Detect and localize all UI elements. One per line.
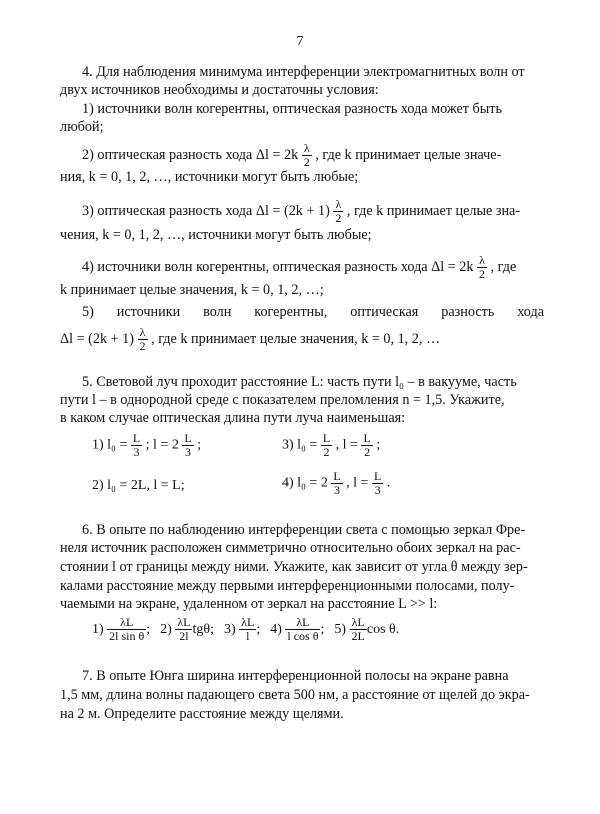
frac-den: 3 — [334, 483, 340, 497]
frac-num: L — [333, 469, 341, 483]
q4-option2-line2: ния, k = 0, 1, 2, …, источники могут быть любые; — [60, 169, 359, 185]
lambda-half-fraction — [138, 326, 148, 353]
q4-option5-line1: 5) источники волн когерентны, оптическая разность хода — [82, 304, 544, 320]
fraction — [182, 432, 193, 459]
q5-line2: пути l – в однородной среде с показателем преломления n = 1,5. Укажите, — [60, 392, 505, 408]
frac-den: 2 — [303, 155, 310, 169]
q4-option5-text: Δl = (2k + 1) — [60, 330, 134, 347]
lambda-half-fraction — [302, 142, 312, 169]
answer-text: 1) l₀ = — [92, 437, 128, 453]
q5-answer-3: 3) l₀ = $\frac{L}{2}$ , l = $\frac{L}{2}$ ; — [282, 431, 381, 459]
frac-num: L — [184, 431, 192, 445]
q4-option2-tail: , где k принимает целые значе- — [315, 146, 502, 163]
option-tail: cos θ. — [366, 621, 400, 637]
frac-num: λ — [477, 254, 487, 268]
lambda-half-fraction — [333, 198, 343, 225]
fraction — [107, 616, 146, 643]
frac-num: λ — [333, 198, 343, 212]
q4-option1-line2: любой; — [60, 119, 104, 135]
fraction — [350, 616, 367, 643]
lambda-half-fraction — [477, 254, 487, 281]
fraction — [239, 616, 256, 643]
q5-answer-1: 1) l₀ = $\frac{L}{3}$ ; l = 2 $\frac{L}{3}$ ; — [92, 431, 202, 459]
fraction — [175, 616, 192, 643]
frac-den: 3 — [374, 483, 381, 497]
q4-option3-text: 3) оптическая разность хода Δl = (2k + 1) — [82, 202, 330, 219]
q7-line3: на 2 м. Определите расстояние между щелями. — [60, 706, 344, 722]
q4-option4-line1 — [82, 254, 544, 281]
q5-line3: в каком случае оптическая длина пути луча наименьшая: — [60, 410, 406, 426]
answer-text: 3) l₀ = — [282, 437, 318, 453]
frac-den: 2l — [179, 629, 189, 643]
q4-option1-line1: 1) источники волн когерентны, оптическая разность хода может быть — [82, 101, 502, 117]
answer-text: ; l = 2 — [145, 437, 179, 453]
option-tail: tgθ; — [192, 621, 214, 637]
q4-option2-text: 2) оптическая разность хода Δl = 2k — [82, 146, 299, 163]
q6-option-1 — [92, 615, 151, 643]
frac-den: l cos θ — [287, 629, 319, 643]
q6-option-4 — [270, 615, 325, 643]
q6-option-3 — [223, 615, 261, 643]
fraction — [372, 470, 383, 497]
fraction — [331, 470, 342, 497]
q4-option3-line2: чения, k = 0, 1, 2, …, источники могут быть любые; — [60, 227, 372, 243]
fraction — [131, 432, 142, 459]
option-label: 2) — [160, 621, 172, 637]
frac-num: λ — [138, 326, 148, 340]
q6-line1: 6. В опыте по наблюдению интерференции света с помощью зеркал Фре- — [82, 522, 526, 538]
q4-option4-tail: , где — [490, 258, 517, 275]
q6-option-5 — [334, 615, 400, 643]
q6-option-2 — [160, 615, 214, 643]
q4-line2: двух источников необходимы и достаточны условия: — [60, 82, 379, 98]
frac-num: λ — [302, 142, 312, 156]
q5-answer-4: 4) l₀ = 2 $\frac{L}{3}$ , l = $\frac{L}{3}$ . — [282, 469, 391, 497]
q7-line2: 1,5 мм, длина волны падающего света 500 нм, а расстояние от щелей до экра- — [60, 687, 530, 703]
q6-line5: чаемыми на экране, удаленном от зеркал на расстояние L >> l: — [60, 596, 438, 612]
frac-den: l — [246, 629, 250, 643]
option-tail: ; — [256, 621, 261, 637]
frac-num: L — [322, 431, 331, 445]
frac-num: λL — [285, 616, 320, 630]
option-label: 5) — [334, 621, 347, 637]
option-label: 4) — [270, 621, 282, 637]
frac-num: L — [363, 431, 371, 445]
frac-den: 2 — [335, 211, 342, 225]
frac-num: λL — [350, 616, 367, 630]
option-tail: ; — [146, 621, 151, 637]
q6-line3: стоянии l от границы между ними. Укажите, как зависит от угла θ между зер- — [60, 559, 528, 575]
fraction — [321, 432, 332, 459]
q5-line1: 5. Световой луч проходит расстояние L: часть пути l₀ – в вакууме, часть — [82, 374, 517, 390]
answer-text: , l = — [346, 475, 369, 491]
option-tail: ; — [320, 621, 325, 637]
frac-num: λL — [241, 615, 255, 629]
frac-den: 3 — [133, 445, 140, 459]
frac-den: 2 — [479, 267, 486, 281]
frac-den: 2l sin θ — [109, 629, 145, 643]
frac-num: L — [132, 431, 141, 445]
page-number: 7 — [296, 34, 304, 49]
q4-line1: 4. Для наблюдения минимума интерференции электромагнитных волн от — [82, 64, 525, 80]
q4-option4-line2: k принимает целые значения, k = 0, 1, 2, …; — [60, 282, 324, 298]
frac-num: λL — [107, 616, 146, 630]
fraction — [285, 616, 320, 643]
option-label: 3) — [223, 621, 236, 637]
frac-den: 2L — [351, 629, 365, 643]
option-label: 1) — [92, 621, 104, 637]
frac-den: 2 — [139, 339, 146, 353]
frac-num: λL — [177, 615, 191, 629]
answer-text: 4) l₀ = 2 — [282, 475, 328, 491]
q4-option5-tail: , где k принимает целые значения, k = 0, 1, 2, … — [151, 330, 441, 347]
q4-option2-line1 — [82, 142, 544, 169]
q6-answer-options — [92, 616, 409, 643]
q4-option3-tail: , где k принимает целые зна- — [346, 202, 521, 219]
q4-option3-line1 — [82, 198, 544, 225]
frac-num: L — [373, 469, 382, 483]
q5-answer-2: 2) l₀ = 2L, l = L; — [92, 478, 185, 493]
q6-line4: калами расстояние между первыми интерференционными полосами, полу- — [60, 578, 515, 594]
frac-den: 2 — [323, 445, 330, 459]
fraction — [361, 432, 372, 459]
q4-option5-line2 — [60, 326, 544, 353]
q7-line1: 7. В опыте Юнга ширина интерференционной полосы на экране равна — [82, 668, 509, 684]
frac-den: 3 — [185, 445, 192, 459]
q4-option4-text: 4) источники волн когерентны, оптическая разность хода Δl = 2k — [82, 258, 474, 275]
answer-text: , l = — [335, 437, 358, 453]
q6-line2: неля источник расположен симметрично относительно обоих зеркал на рас- — [60, 540, 521, 556]
frac-den: 2 — [364, 445, 371, 459]
